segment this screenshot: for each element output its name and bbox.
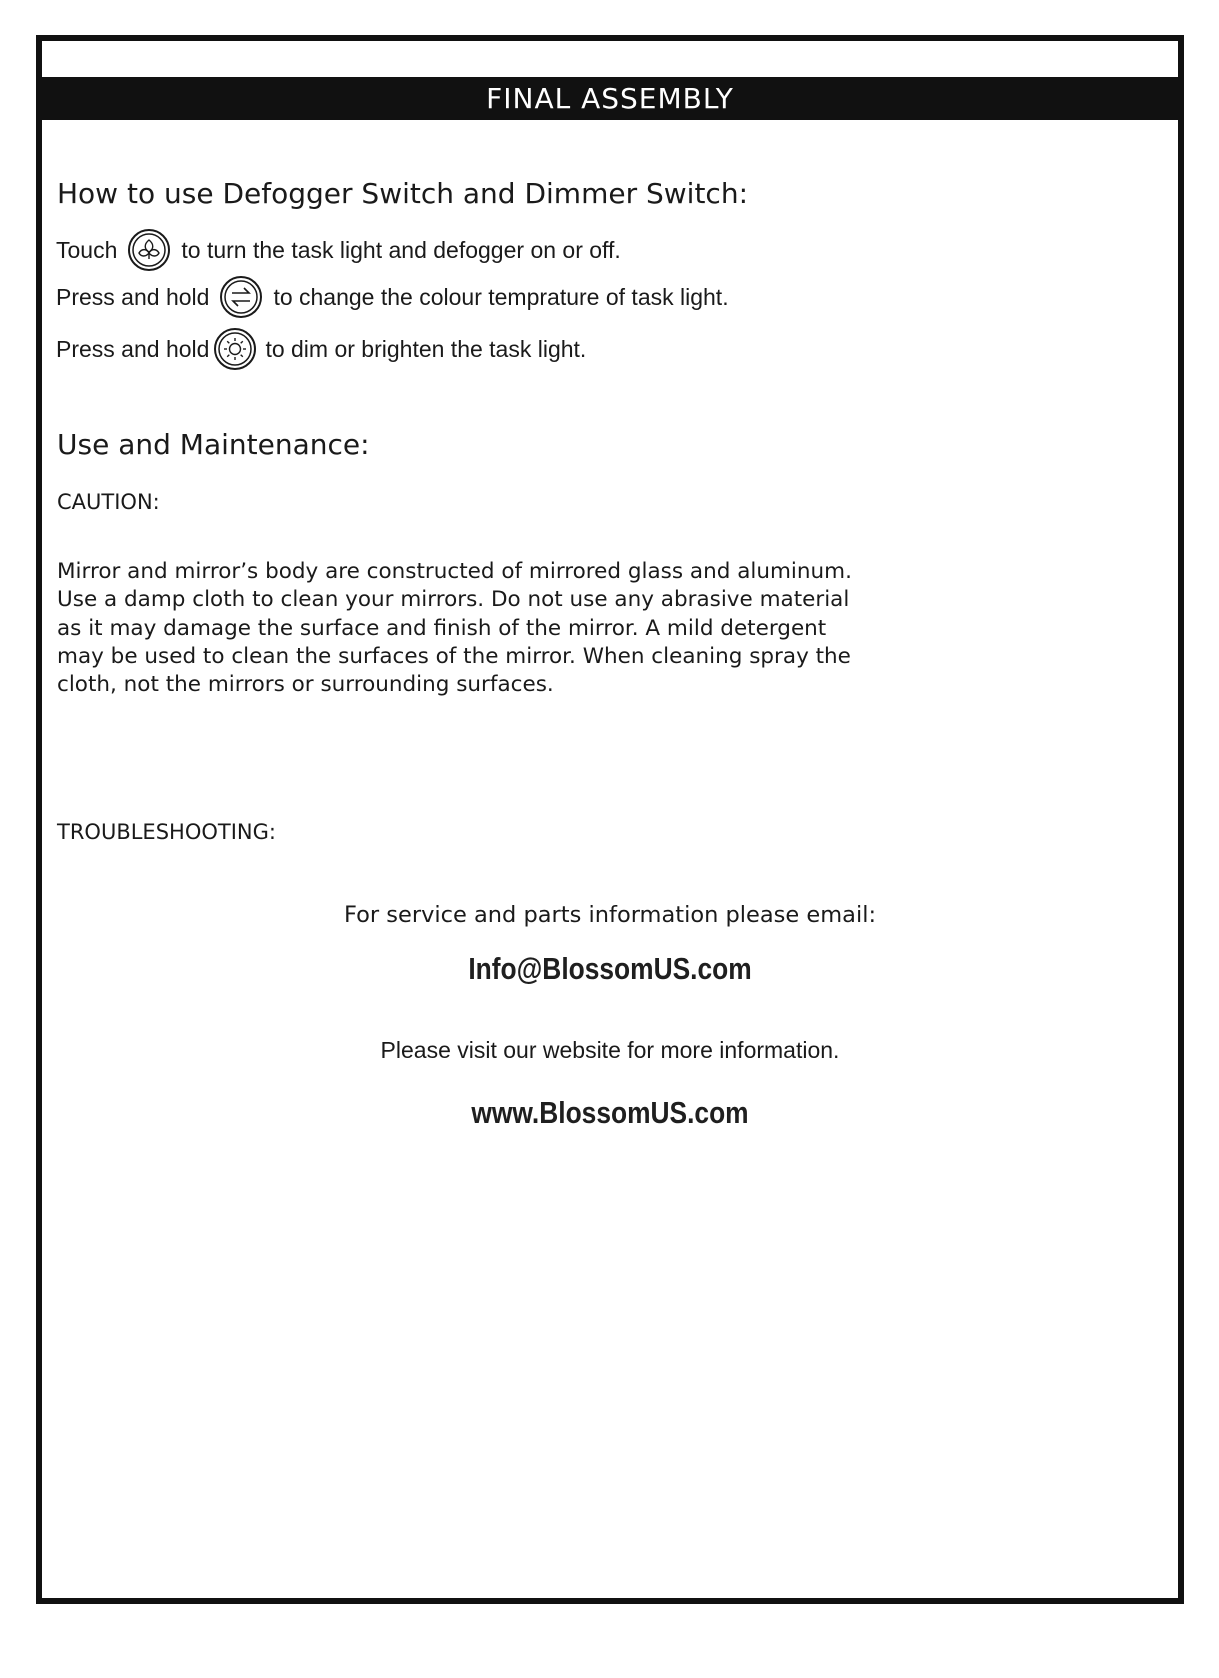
instruction-text: to dim or brighten the task light.: [265, 335, 587, 362]
defogger-heading: How to use Defogger Switch and Dimmer Switch:: [57, 177, 749, 210]
instruction-prefix: Press and hold: [56, 335, 210, 362]
instruction-text: to change the colour temprature of task light.: [273, 283, 729, 310]
instruction-row-dimmer: [56, 327, 586, 371]
instruction-text: to turn the task light and defogger on or off.: [181, 236, 621, 263]
page-title-bar: [42, 77, 1178, 120]
leaf-touch-icon: [127, 228, 171, 272]
caution-line: Use a damp cloth to clean your mirrors. Do not use any abrasive material: [57, 587, 850, 613]
caution-line: as it may damage the surface and finish of the mirror. A mild detergent: [57, 615, 827, 641]
dimmer-sun-icon: [213, 327, 257, 371]
maintenance-heading: Use and Maintenance:: [57, 428, 370, 461]
website-url: www.BlossomUS.com: [471, 1095, 749, 1130]
service-info-text: For service and parts information please email:: [343, 902, 877, 928]
instruction-row-touch: [56, 228, 621, 272]
support-email: Info@BlossomUS.com: [468, 951, 752, 986]
caution-line: Mirror and mirror’s body are constructed of mirrored glass and aluminum.: [57, 559, 852, 584]
caution-paragraph: [57, 558, 957, 699]
caution-line: cloth, not the mirrors or surrounding surfaces.: [57, 672, 554, 698]
caution-line: may be used to clean the surfaces of the mirror. When cleaning spray the: [57, 643, 851, 669]
page-frame: [36, 35, 1184, 1604]
instruction-prefix: Press and hold: [56, 283, 210, 310]
instruction-row-color-temp: [56, 275, 729, 319]
color-temperature-icon: [219, 275, 263, 319]
page-title: FINAL ASSEMBLY: [486, 82, 734, 115]
troubleshooting-label: TROUBLESHOOTING:: [57, 820, 276, 844]
caution-label: CAUTION:: [57, 490, 160, 514]
instruction-prefix: Touch: [56, 236, 118, 263]
visit-website-text: Please visit our website for more information.: [380, 1037, 840, 1063]
